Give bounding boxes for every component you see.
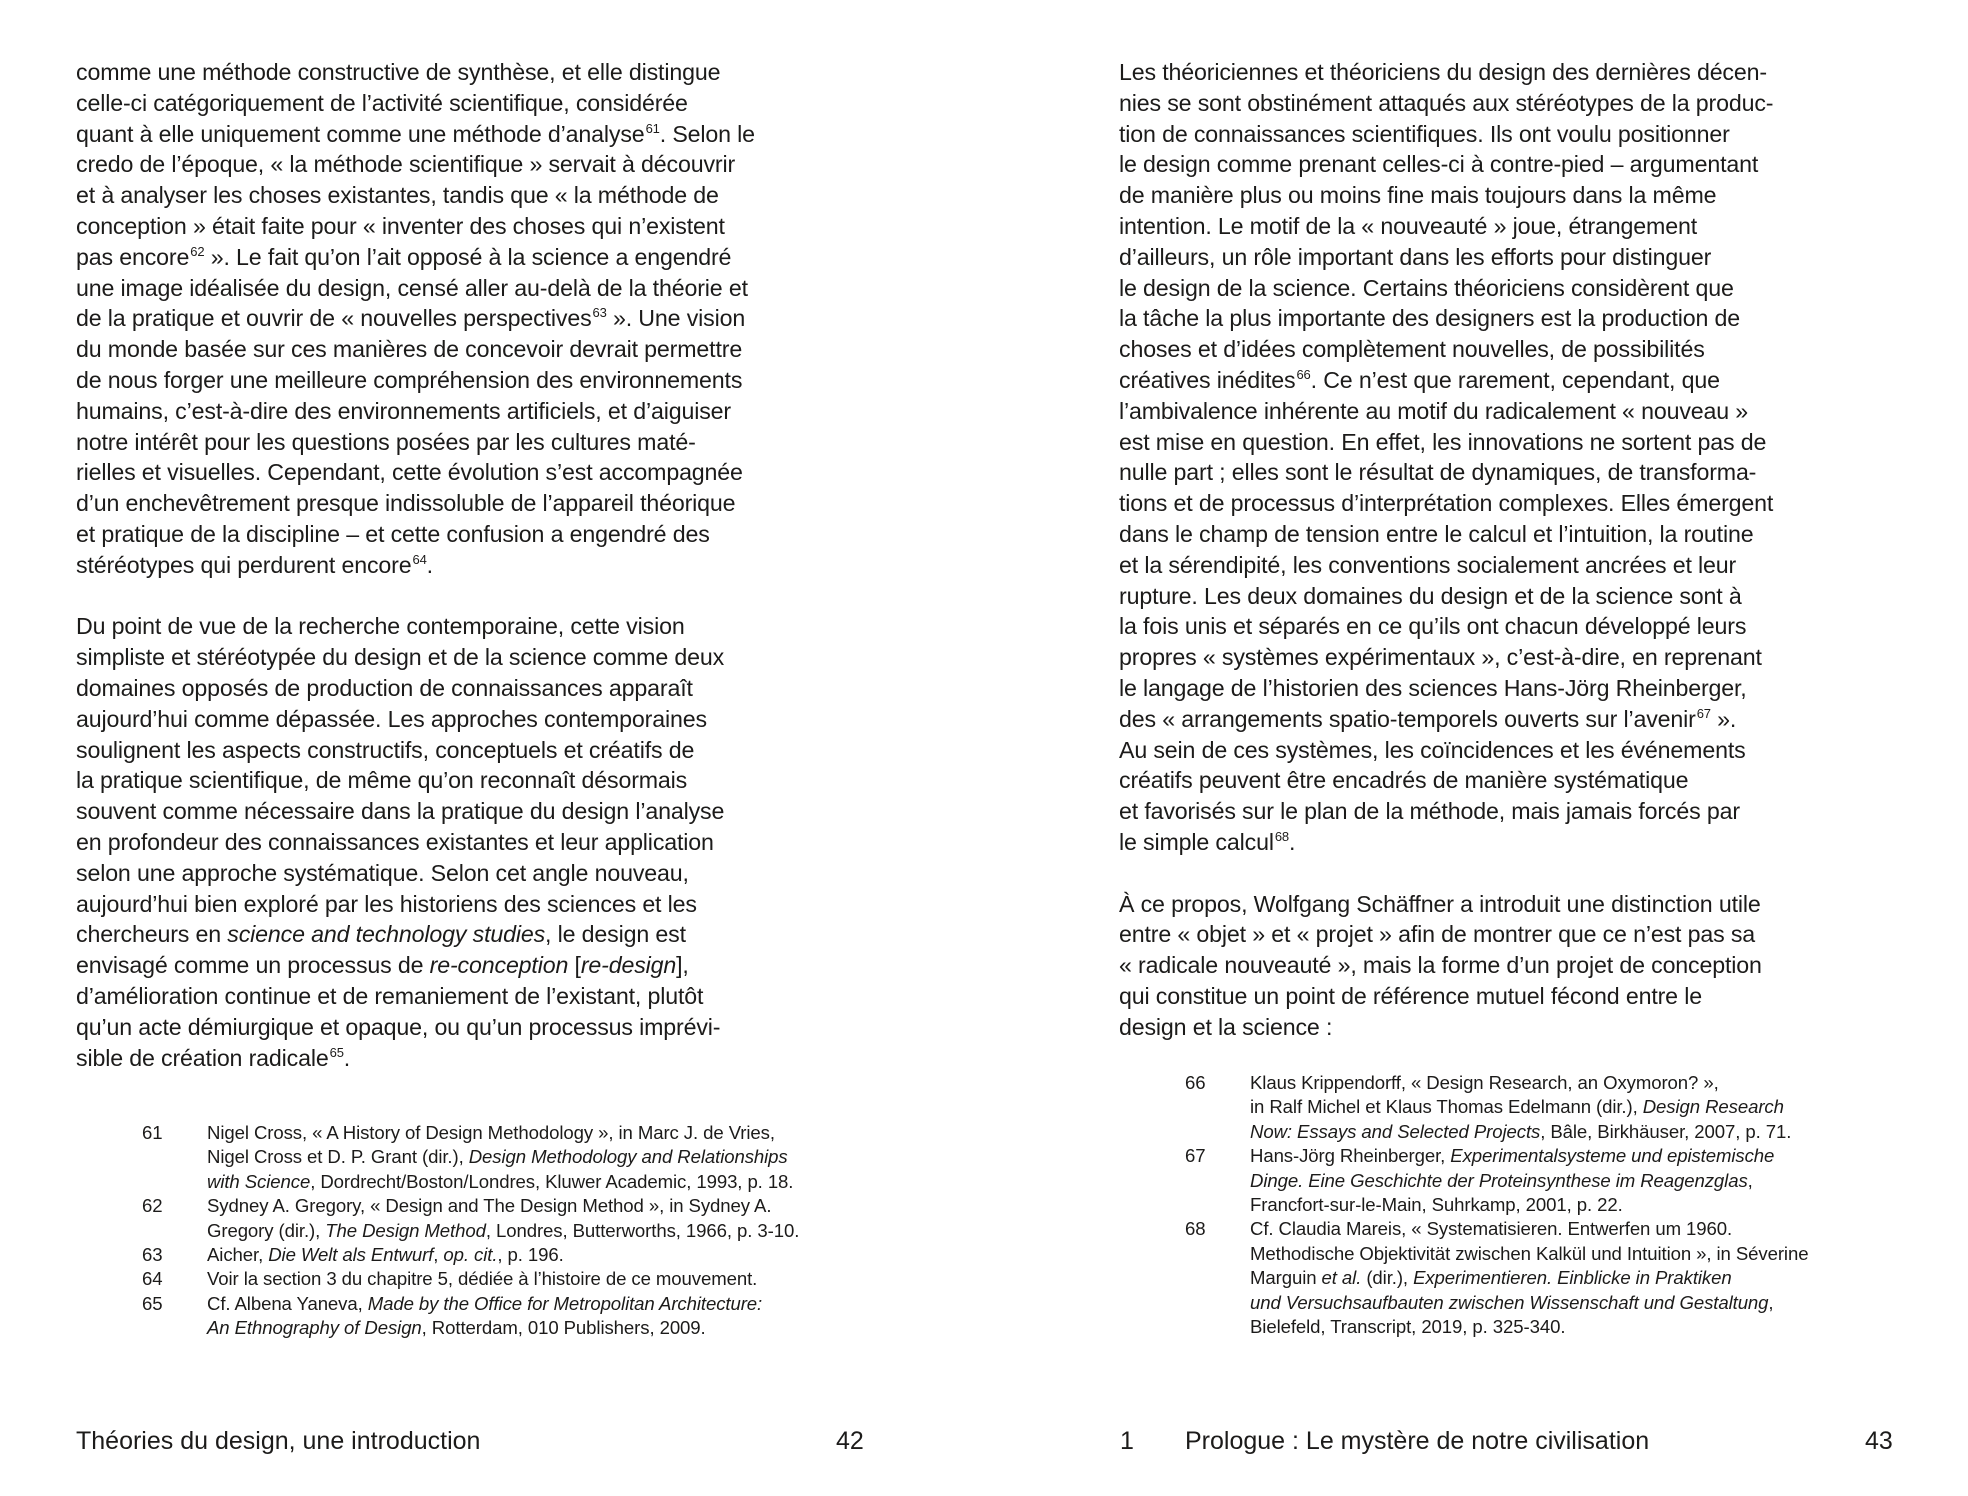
footnote-line: und Versuchsaufbauten zwischen Wissenschaft und Gestaltung, — [1250, 1291, 1774, 1313]
text-line: une image idéalisée du design, censé aller au-delà de la théorie et — [76, 274, 748, 301]
text-line: d’un enchevêtrement presque indissoluble de l’appareil théorique — [76, 490, 736, 517]
text-line: du monde basée sur ces manières de concevoir devrait permettre — [76, 336, 743, 363]
footnote-line: in Ralf Michel et Klaus Thomas Edelmann (dir.), Design Research — [1250, 1096, 1784, 1118]
text-line: credo de l’époque, « la méthode scientifique » servait à découvrir — [76, 151, 736, 178]
footnote-line: Klaus Krippendorff, « Design Research, an Oxymoron? », — [1250, 1072, 1719, 1093]
running-title: Théories du design, une introduction — [76, 1427, 481, 1455]
footnote-line: Sydney A. Gregory, « Design and The Design Method », in Sydney A. — [207, 1195, 772, 1217]
text-line: des « arrangements spatio-temporels ouverts sur l’avenir$^{67}$ ». — [1119, 705, 1737, 732]
text-line: la fois unis et séparés en ce qu’ils ont chacun développé leurs — [1119, 613, 1747, 640]
footnote-text — [1250, 1217, 1808, 1339]
text-line: conception » était faite pour « inventer des choses qui n’existent — [76, 212, 725, 239]
text-line: le langage de l’historien des sciences Hans-Jörg Rheinberger, — [1119, 674, 1747, 701]
text-line: de la pratique et ouvrir de « nouvelles perspectives$^{63}$ ». Une vision — [76, 305, 746, 332]
footnote-line: Bielefeld, Transcript, 2019, p. 325-340. — [1250, 1316, 1566, 1338]
footnote-line: with Science, Dordrecht/Boston/Londres, Kluwer Academic, 1993, p. 18. — [207, 1170, 794, 1192]
text-line: la pratique scientifique, de même qu’on reconnaît désormais — [76, 767, 688, 794]
text-line: quant à elle uniquement comme une méthode d’analyse$^{61}$. Selon le — [76, 120, 755, 147]
footnote-ref: 63 — [592, 305, 607, 321]
footnote-line: Cf. Albena Yaneva, Made by the Office for Metropolitan Architecture: — [207, 1292, 763, 1314]
footnote — [142, 1292, 799, 1341]
text-line: intention. Le motif de la « nouveauté » joue, étrangement — [1119, 212, 1697, 239]
right-body-text — [1119, 57, 1773, 1043]
chapter-number: 1 — [1120, 1427, 1134, 1455]
paragraph-gap — [76, 581, 755, 612]
text-line: sible de création radicale$^{65}$. — [76, 1044, 351, 1071]
footnote-text — [207, 1243, 564, 1267]
italic-text: Design Research — [1642, 1096, 1784, 1118]
text-line: Du point de vue de la recherche contemporaine, cette vision — [76, 613, 685, 640]
text-line: chercheurs en science and technology studies, le design est — [76, 921, 686, 948]
footnote-number: 66 — [1185, 1072, 1206, 1093]
footnote — [142, 1243, 799, 1267]
text-line: selon une approche systématique. Selon cet angle nouveau, — [76, 859, 689, 886]
text-line: et pratique de la discipline – et cette confusion a engendré des — [76, 520, 710, 547]
footnote — [1185, 1071, 1808, 1144]
text-line: et favorisés sur le plan de la méthode, mais jamais forcés par — [1119, 798, 1740, 825]
text-line: nulle part ; elles sont le résultat de dynamiques, de transforma- — [1119, 459, 1757, 486]
footnote-number: 65 — [142, 1292, 163, 1314]
text-line: est mise en question. En effet, les innovations ne sortent pas de — [1119, 428, 1767, 455]
footnote-line: Marguin et al. (dir.), Experimentieren. Einblicke in Praktiken — [1250, 1267, 1732, 1289]
footnote-ref: 68 — [1274, 828, 1289, 844]
footnote-number: 61 — [142, 1122, 163, 1143]
text-line: envisagé comme un processus de re-conception [re-design], — [76, 952, 689, 979]
footnote-ref: 67 — [1696, 705, 1711, 721]
italic-text: und Versuchsaufbauten zwischen Wissenschaft und Gestaltung — [1250, 1291, 1769, 1313]
footnote-ref: 66 — [1296, 366, 1311, 382]
italic-text: et al. — [1321, 1267, 1362, 1289]
footnote — [1185, 1144, 1808, 1217]
text-line: propres « systèmes expérimentaux », c’est-à-dire, en reprenant — [1119, 644, 1762, 671]
text-line: domaines opposés de production de connaissances apparaît — [76, 674, 693, 701]
footnote-line: Cf. Claudia Mareis, « Systematisieren. Entwerfen um 1960. — [1250, 1218, 1733, 1240]
text-line: stéréotypes qui perdurent encore$^{64}$. — [76, 551, 433, 578]
footnote-line: Hans-Jörg Rheinberger, Experimentalsysteme und epistemische — [1250, 1145, 1775, 1167]
right-page — [984, 0, 1968, 1496]
italic-text: The Design Method — [325, 1219, 486, 1241]
italic-text: op. cit. — [443, 1244, 498, 1266]
paragraph — [1119, 57, 1773, 858]
left-body-text — [76, 57, 755, 1073]
footnote-number: 64 — [142, 1268, 163, 1290]
footnote — [142, 1121, 799, 1194]
footnote — [1185, 1217, 1808, 1339]
text-line: et à analyser les choses existantes, tandis que « la méthode de — [76, 182, 719, 209]
footnote-number: 68 — [1185, 1218, 1206, 1240]
footnote-ref: 64 — [412, 551, 427, 567]
footnote-number: 63 — [142, 1244, 163, 1266]
footnote-line: Methodische Objektivität zwischen Kalkül und Intuition », in Séverine — [1250, 1242, 1809, 1264]
paragraph — [76, 611, 755, 1073]
footnote-text — [207, 1292, 762, 1341]
text-line: tion de connaissances scientifiques. Ils ont voulu positionner — [1119, 120, 1730, 147]
footnote-line: Nigel Cross, « A History of Design Methodology », in Marc J. de Vries, — [207, 1122, 775, 1143]
text-line: « radicale nouveauté », mais la forme d’un projet de conception — [1119, 952, 1762, 979]
text-line: qu’un acte démiurgique et opaque, ou qu’un processus imprévi- — [76, 1013, 721, 1040]
paragraph — [1119, 889, 1773, 1043]
text-line: et la sérendipité, les conventions socialement ancrées et leur — [1119, 551, 1737, 578]
footnote-text — [207, 1121, 793, 1194]
footnote-number: 62 — [142, 1195, 163, 1217]
italic-text: An Ethnography of Design — [207, 1317, 422, 1339]
italic-text: with Science — [207, 1170, 311, 1192]
text-line: design et la science : — [1119, 1013, 1333, 1040]
footnote-text — [1250, 1071, 1791, 1144]
footnote-line: Gregory (dir.), The Design Method, Londres, Butterworths, 1966, p. 3-10. — [207, 1219, 800, 1241]
text-line: Les théoriciennes et théoriciens du design des dernières décen- — [1119, 59, 1767, 85]
text-line: aujourd’hui comme dépassée. Les approches contemporaines — [76, 705, 707, 732]
page-number: 42 — [836, 1427, 864, 1455]
footnote-line: Voir la section 3 du chapitre 5, dédiée à l’histoire de ce mouvement. — [207, 1268, 758, 1290]
text-line: celle-ci catégoriquement de l’activité scientifique, considérée — [76, 89, 688, 116]
footnote-line: Aicher, Die Welt als Entwurf, op. cit., p. 196. — [207, 1244, 564, 1266]
text-line: d’ailleurs, un rôle important dans les efforts pour distinguer — [1119, 243, 1712, 270]
text-line: aujourd’hui bien exploré par les historiens des sciences et les — [76, 890, 697, 917]
text-line: rielles et visuelles. Cependant, cette évolution s’est accompagnée — [76, 459, 743, 486]
paragraph-gap — [1119, 858, 1773, 889]
italic-text: Design Methodology and Relationships — [468, 1146, 788, 1168]
footnote-ref: 65 — [329, 1044, 344, 1060]
text-line: d’amélioration continue et de remaniement de l’existant, plutôt — [76, 982, 704, 1009]
text-line: en profondeur des connaissances existantes et leur application — [76, 828, 714, 855]
text-line: de manière plus ou moins fine mais toujours dans la même — [1119, 182, 1717, 209]
text-line: le design de la science. Certains théoriciens considèrent que — [1119, 274, 1734, 301]
text-line: créatifs peuvent être encadrés de manière systématique — [1119, 767, 1689, 794]
footnote-line: An Ethnography of Design, Rotterdam, 010 Publishers, 2009. — [207, 1317, 706, 1339]
text-line: simpliste et stéréotypée du design et de la science comme deux — [76, 644, 725, 671]
text-line: notre intérêt pour les questions posées par les cultures maté- — [76, 428, 696, 455]
right-footnotes — [1185, 1071, 1808, 1339]
text-line: souvent comme nécessaire dans la pratique du design l’analyse — [76, 798, 725, 825]
text-line: soulignent les aspects constructifs, conceptuels et créatifs de — [76, 736, 695, 763]
running-title: Prologue : Le mystère de notre civilisation — [1185, 1427, 1650, 1455]
footnote-ref: 62 — [190, 243, 205, 259]
text-line: le design comme prenant celles-ci à contre-pied – argumentant — [1119, 151, 1759, 178]
text-line: la tâche la plus importante des designers est la production de — [1119, 305, 1741, 332]
text-line: rupture. Les deux domaines du design et de la science sont à — [1119, 582, 1742, 609]
text-line: À ce propos, Wolfgang Schäffner a introduit une distinction utile — [1119, 890, 1761, 917]
italic-text: re-design — [580, 952, 677, 979]
text-line: créatives inédites$^{66}$. Ce n’est que rarement, cependant, que — [1119, 366, 1720, 393]
text-line: de nous forger une meilleure compréhension des environnements — [76, 366, 743, 393]
footnote — [142, 1267, 799, 1291]
footnote-ref: 61 — [645, 120, 660, 136]
text-line: dans le champ de tension entre le calcul et l’intuition, la routine — [1119, 520, 1754, 547]
text-line: humains, c’est-à-dire des environnements artificiels, et d’aiguiser — [76, 397, 731, 424]
text-line: entre « objet » et « projet » afin de montrer que ce n’est pas sa — [1119, 921, 1756, 948]
footnote-line: Now: Essays and Selected Projects, Bâle, Birkhäuser, 2007, p. 71. — [1250, 1120, 1792, 1142]
text-line: pas encore$^{62}$ ». Le fait qu’on l’ait opposé à la science a engendré — [76, 243, 732, 270]
footnote-number: 67 — [1185, 1145, 1206, 1167]
italic-text: science and technology studies — [227, 921, 546, 948]
text-line: le simple calcul$^{68}$. — [1119, 828, 1296, 855]
italic-text: Dinge. Eine Geschichte der Proteinsynthese im Reagenzglas — [1250, 1169, 1748, 1191]
text-line: comme une méthode constructive de synthèse, et elle distingue — [76, 59, 721, 85]
paragraph — [76, 57, 755, 581]
text-line: choses et d’idées complètement nouvelles, de possibilités — [1119, 336, 1705, 363]
footnote — [142, 1194, 799, 1243]
footnote-line: Dinge. Eine Geschichte der Proteinsynthese im Reagenzglas, — [1250, 1169, 1753, 1191]
text-line: tions et de processus d’interprétation complexes. Elles émergent — [1119, 490, 1774, 517]
footnote-text — [207, 1267, 757, 1291]
italic-text: Now: Essays and Selected Projects — [1250, 1120, 1541, 1142]
footnote-text — [1250, 1144, 1774, 1217]
footnote-text — [207, 1194, 799, 1243]
italic-text: re-conception — [429, 952, 569, 979]
footnote-line: Nigel Cross et D. P. Grant (dir.), Design Methodology and Relationships — [207, 1146, 788, 1168]
left-footnotes — [142, 1121, 799, 1341]
italic-text: Made by the Office for Metropolitan Architecture: — [367, 1292, 763, 1314]
italic-text: Die Welt als Entwurf — [268, 1244, 434, 1266]
italic-text: Experimentieren. Einblicke in Praktiken — [1413, 1267, 1732, 1289]
footnote-line: Francfort-sur-le-Main, Suhrkamp, 2001, p. 22. — [1250, 1194, 1623, 1216]
text-line: qui constitue un point de référence mutuel fécond entre le — [1119, 982, 1702, 1009]
text-line: Au sein de ces systèmes, les coïncidences et les événements — [1119, 736, 1746, 763]
italic-text: Experimentalsysteme und epistemische — [1450, 1145, 1775, 1167]
text-line: l’ambivalence inhérente au motif du radicalement « nouveau » — [1119, 397, 1749, 424]
page-number: 43 — [1865, 1427, 1893, 1455]
text-line: nies se sont obstinément attaqués aux stéréotypes de la produc- — [1119, 89, 1774, 116]
